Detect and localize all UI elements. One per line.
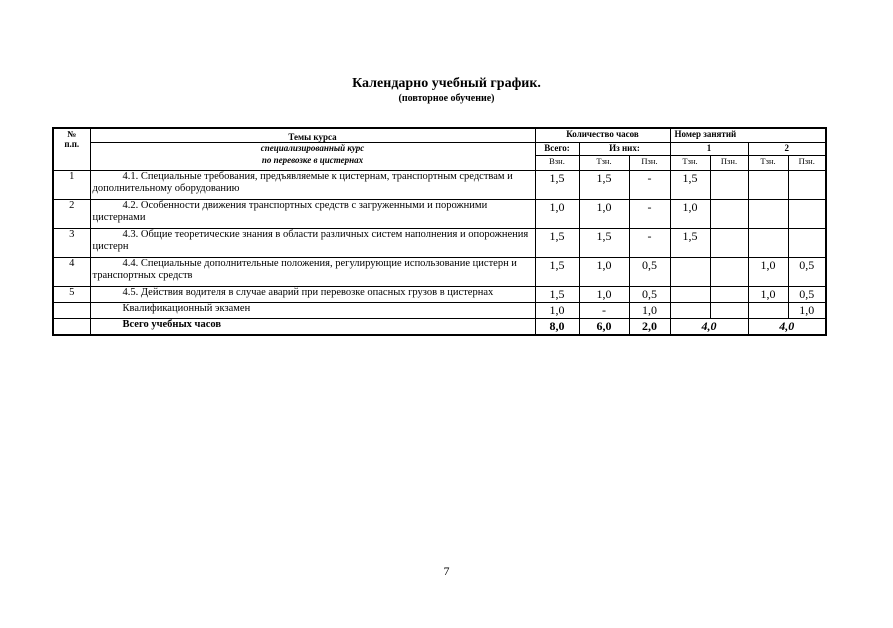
cell-tzn: -	[579, 302, 629, 318]
header-of-them: Из них:	[579, 142, 670, 155]
document-subtitle: (повторное обучение)	[398, 93, 495, 104]
header-topics: Темы курса	[90, 128, 535, 142]
cell-lesson1-pzn	[710, 286, 748, 302]
totals-row	[53, 318, 826, 335]
cell-lesson1-tzn	[670, 257, 710, 286]
cell-lesson1-tzn: 1,5	[670, 170, 710, 199]
cell-vzn: 1,5	[535, 170, 579, 199]
row-number: 1	[53, 170, 90, 199]
cell-lesson1-tzn: 1,5	[670, 228, 710, 257]
cell-lesson2-pzn	[788, 199, 826, 228]
document-title: Календарно учебный график.	[352, 76, 541, 91]
cell-vzn: 1,0	[535, 199, 579, 228]
cell-lesson2-pzn	[788, 170, 826, 199]
cell-tzn: 1,5	[579, 170, 629, 199]
row-number: 5	[53, 286, 90, 302]
cell-lesson1-tzn: 1,0	[670, 199, 710, 228]
header-lesson-numbers: Номер занятий	[670, 128, 826, 142]
row-topic: Квалификационный экзамен	[90, 302, 535, 318]
header-num: № п.п.	[53, 128, 90, 170]
cell-tzn: 1,0	[579, 286, 629, 302]
row-topic: 4.4. Специальные дополнительные положения, регулирующие использование цистерн и транспортных средств	[90, 257, 535, 286]
schedule-table	[52, 127, 827, 336]
cell-lesson2-tzn: 1,0	[748, 257, 788, 286]
header-topics-course: специализированный курс	[90, 142, 535, 155]
cell-lesson2-tzn	[748, 170, 788, 199]
cell-tzn: 1,0	[579, 257, 629, 286]
cell-vzn: 1,5	[535, 228, 579, 257]
table-row	[53, 286, 826, 302]
row-topic: 4.5. Действия водителя в случае аварий при перевозке опасных грузов в цистернах	[90, 286, 535, 302]
cell-pzn: 0,5	[629, 286, 670, 302]
totals-label: Всего учебных часов	[90, 318, 535, 335]
totals-lesson1: 4,0	[670, 318, 748, 335]
cell-pzn: -	[629, 199, 670, 228]
cell-lesson2-tzn	[748, 199, 788, 228]
table-row	[53, 170, 826, 199]
table-row	[53, 257, 826, 286]
cell-pzn: -	[629, 228, 670, 257]
cell-lesson2-tzn: 1,0	[748, 286, 788, 302]
cell-lesson1-pzn	[710, 302, 748, 318]
cell-tzn: 1,5	[579, 228, 629, 257]
cell-vzn: 1,0	[535, 302, 579, 318]
table-row	[53, 302, 826, 318]
header-lesson-2: 2	[748, 142, 826, 155]
cell-lesson2-pzn: 0,5	[788, 286, 826, 302]
header-hours: Количество часов	[535, 128, 670, 142]
cell-lesson1-tzn	[670, 286, 710, 302]
cell-lesson1-pzn	[710, 228, 748, 257]
header-total: Всего:	[535, 142, 579, 155]
page-number: 7	[443, 564, 450, 578]
row-topic: 4.1. Специальные требования, предъявляемые к цистернам, транспортным средствам и дополнительному оборудованию	[90, 170, 535, 199]
row-topic: 4.3. Общие теоретические знания в области различных систем наполнения и опорожнения цистерн	[90, 228, 535, 257]
row-number	[53, 302, 90, 318]
totals-lesson2: 4,0	[748, 318, 826, 335]
totals-pzn: 2,0	[629, 318, 670, 335]
table-row	[53, 199, 826, 228]
header-tzn-lesson2: Тзн.	[748, 155, 788, 170]
header-tzn-lesson1: Тзн.	[670, 155, 710, 170]
header-vzn: Взн.	[535, 155, 579, 170]
row-topic: 4.2. Особенности движения транспортных средств с загруженными и порожними цистернами	[90, 199, 535, 228]
cell-tzn: 1,0	[579, 199, 629, 228]
totals-vzn: 8,0	[535, 318, 579, 335]
cell-pzn: 0,5	[629, 257, 670, 286]
cell-lesson2-tzn	[748, 228, 788, 257]
cell-pzn: 1,0	[629, 302, 670, 318]
cell-lesson1-pzn	[710, 257, 748, 286]
header-lesson-1: 1	[670, 142, 748, 155]
cell-lesson1-pzn	[710, 170, 748, 199]
totals-empty	[53, 318, 90, 335]
cell-lesson1-tzn	[670, 302, 710, 318]
header-pzn-lesson1: Пзн.	[710, 155, 748, 170]
row-number: 3	[53, 228, 90, 257]
cell-lesson2-pzn: 0,5	[788, 257, 826, 286]
totals-tzn: 6,0	[579, 318, 629, 335]
cell-vzn: 1,5	[535, 257, 579, 286]
cell-lesson2-tzn	[748, 302, 788, 318]
header-topics-tank: по перевозке в цистернах	[90, 155, 535, 170]
row-number: 4	[53, 257, 90, 286]
cell-pzn: -	[629, 170, 670, 199]
cell-lesson2-pzn: 1,0	[788, 302, 826, 318]
header-pzn: Пзн.	[629, 155, 670, 170]
header-tzn: Тзн.	[579, 155, 629, 170]
cell-lesson1-pzn	[710, 199, 748, 228]
cell-vzn: 1,5	[535, 286, 579, 302]
header-pzn-lesson2: Пзн.	[788, 155, 826, 170]
cell-lesson2-pzn	[788, 228, 826, 257]
table-row	[53, 228, 826, 257]
row-number: 2	[53, 199, 90, 228]
